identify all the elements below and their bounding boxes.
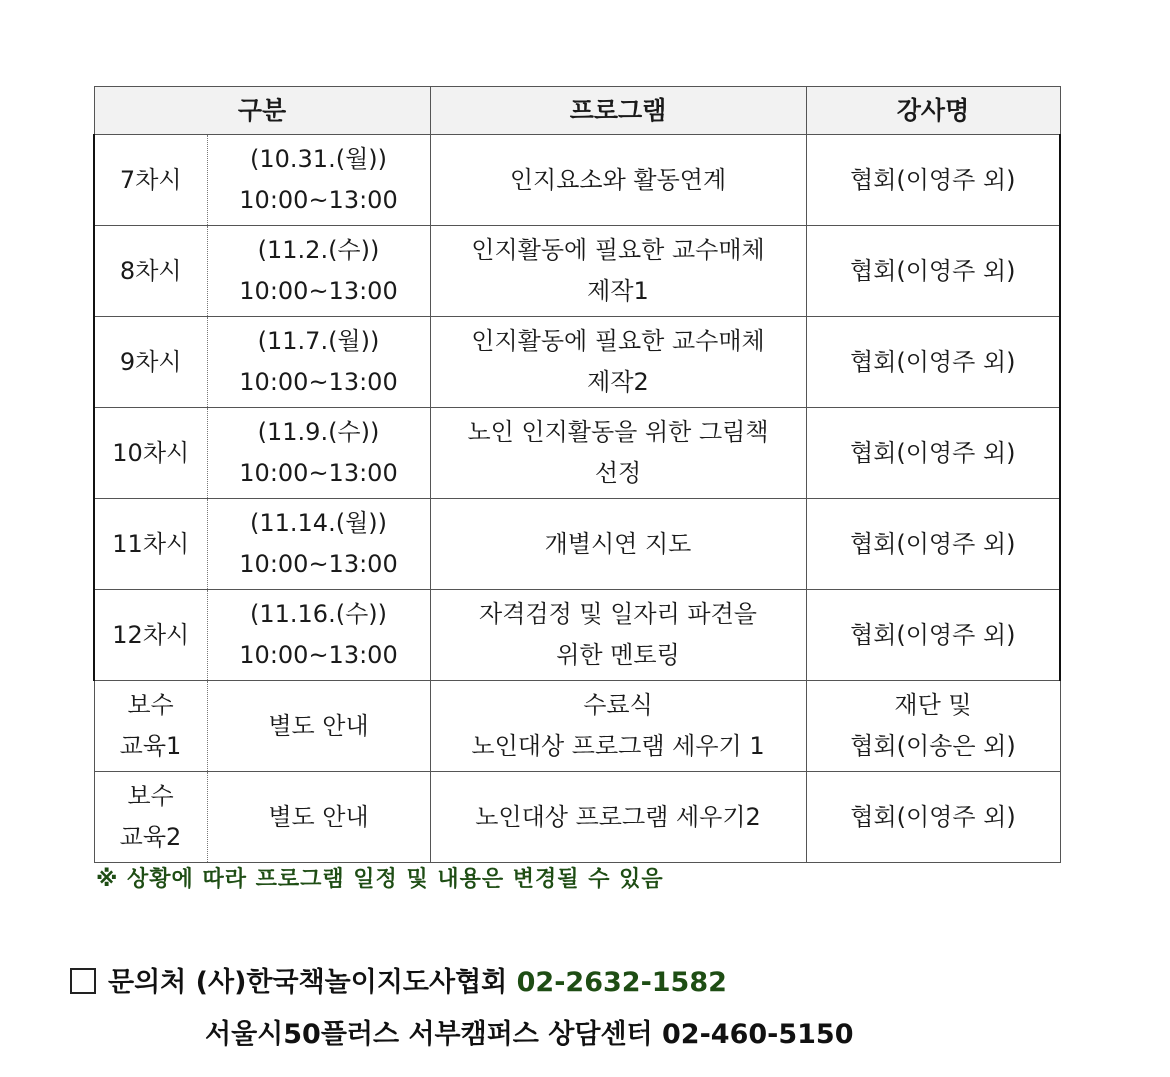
instructor-cell: 협회(이영주 외) — [806, 499, 1060, 590]
program-cell: 자격검정 및 일자리 파견을 위한 멘토링 — [430, 590, 806, 681]
instructor-cell: 협회(이영주 외) — [806, 135, 1060, 226]
schedule-table — [93, 86, 1061, 863]
session-number: 7차시 — [94, 135, 207, 226]
instructor-cell: 협회(이영주 외) — [806, 772, 1060, 863]
table-row — [94, 135, 1060, 226]
session-date: (10.31.(월)) 10:00~13:00 — [207, 135, 430, 226]
header-category: 구분 — [94, 87, 430, 135]
contact-line-2: 서울시50플러스 서부캠퍼스 상담센터 02-460-5150 — [205, 1019, 854, 1050]
table-row — [94, 499, 1060, 590]
program-cell: 인지활동에 필요한 교수매체 제작2 — [430, 317, 806, 408]
instructor-cell: 협회(이영주 외) — [806, 317, 1060, 408]
session-date: 별도 안내 — [207, 772, 430, 863]
header-instructor: 강사명 — [806, 87, 1060, 135]
session-date: (11.9.(수)) 10:00~13:00 — [207, 408, 430, 499]
schedule-note: ※ 상황에 따라 프로그램 일정 및 내용은 변경될 수 있음 — [96, 867, 664, 892]
program-cell: 수료식 노인대상 프로그램 세우기 1 — [430, 681, 806, 772]
program-cell: 인지요소와 활동연계 — [430, 135, 806, 226]
table-row — [94, 590, 1060, 681]
session-number: 9차시 — [94, 317, 207, 408]
table-header-row — [94, 87, 1060, 135]
instructor-cell: 협회(이영주 외) — [806, 408, 1060, 499]
session-number: 11차시 — [94, 499, 207, 590]
session-number: 10차시 — [94, 408, 207, 499]
session-date: (11.7.(월)) 10:00~13:00 — [207, 317, 430, 408]
session-date: (11.14.(월)) 10:00~13:00 — [207, 499, 430, 590]
program-cell: 노인대상 프로그램 세우기2 — [430, 772, 806, 863]
program-cell: 노인 인지활동을 위한 그림책 선정 — [430, 408, 806, 499]
contact-label: 문의처 (사)한국책놀이지도사협회 — [108, 967, 508, 998]
session-number: 보수 교육1 — [94, 681, 207, 772]
table-row — [94, 226, 1060, 317]
instructor-cell: 협회(이영주 외) — [806, 590, 1060, 681]
session-date: (11.16.(수)) 10:00~13:00 — [207, 590, 430, 681]
instructor-cell: 협회(이영주 외) — [806, 226, 1060, 317]
contact-phone: 02-2632-1582 — [516, 967, 727, 998]
table-row — [94, 408, 1060, 499]
session-number: 8차시 — [94, 226, 207, 317]
checkbox-icon — [70, 968, 96, 994]
contact-line — [70, 960, 727, 999]
program-cell: 인지활동에 필요한 교수매체 제작1 — [430, 226, 806, 317]
session-number: 보수 교육2 — [94, 772, 207, 863]
header-program: 프로그램 — [430, 87, 806, 135]
session-number: 12차시 — [94, 590, 207, 681]
session-date: 별도 안내 — [207, 681, 430, 772]
table-row — [94, 681, 1060, 772]
table-row — [94, 317, 1060, 408]
table-row — [94, 772, 1060, 863]
session-date: (11.2.(수)) 10:00~13:00 — [207, 226, 430, 317]
program-cell: 개별시연 지도 — [430, 499, 806, 590]
instructor-cell: 재단 및 협회(이송은 외) — [806, 681, 1060, 772]
